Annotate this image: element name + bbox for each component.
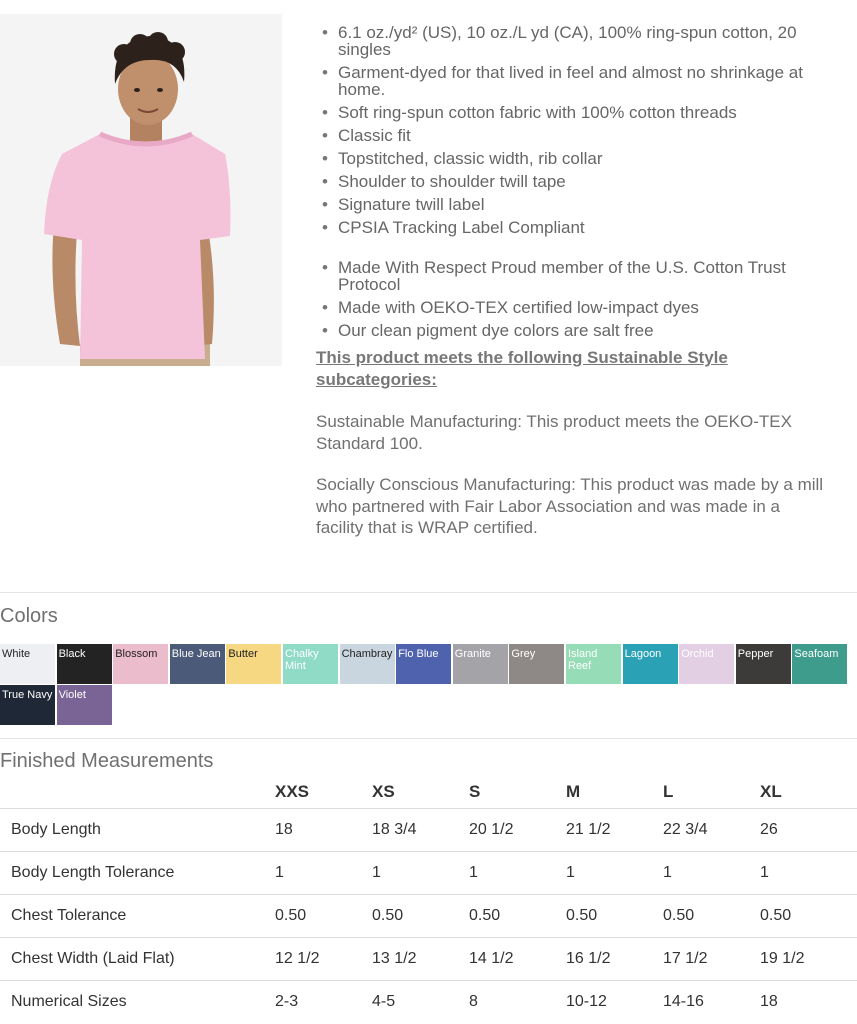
color-swatch[interactable]: Violet	[57, 685, 112, 725]
feature-item: • Made With Respect Proud member of the U.S. Cotton Trust Protocol	[316, 259, 826, 293]
measurement-value: 18	[760, 981, 857, 1024]
measurement-value: 1	[663, 852, 760, 895]
feature-item: • Shoulder to shoulder twill tape	[316, 173, 826, 190]
measurement-value: 1	[275, 852, 372, 895]
color-swatch[interactable]: Blossom	[113, 644, 168, 684]
size-header: XXS	[275, 782, 310, 801]
color-swatch[interactable]: Seafoam	[792, 644, 847, 684]
measurement-value: 10-12	[566, 981, 663, 1024]
product-image	[0, 14, 282, 366]
measurement-value: 0.50	[372, 895, 469, 938]
divider	[0, 592, 857, 593]
features-list-secondary	[316, 259, 826, 339]
measurement-value: 2-3	[275, 981, 372, 1024]
measurement-value: 1	[566, 852, 663, 895]
measurement-value: 0.50	[663, 895, 760, 938]
measurement-value: 1	[760, 852, 857, 895]
size-header: S	[469, 782, 481, 801]
measurement-value: 14-16	[663, 981, 760, 1024]
measurement-value: 0.50	[760, 895, 857, 938]
color-swatch[interactable]: Granite	[453, 644, 508, 684]
measurement-value: 1	[469, 852, 566, 895]
sustainable-style-heading: This product meets the following Sustainable Style subcategories:	[316, 348, 728, 389]
color-swatch[interactable]: Butter	[226, 644, 281, 684]
measurement-value: 1	[372, 852, 469, 895]
feature-item: • CPSIA Tracking Label Compliant	[316, 219, 826, 236]
color-swatch[interactable]: Black	[57, 644, 112, 684]
colors-title: Colors	[0, 605, 58, 627]
measurement-row	[0, 938, 857, 981]
feature-item: • Garment-dyed for that lived in feel and almost no shrinkage at home.	[316, 64, 826, 98]
boy-in-pink-tshirt-illustration	[0, 14, 282, 366]
measurement-value: 20 1/2	[469, 809, 566, 852]
color-swatch[interactable]: True Navy	[0, 685, 55, 725]
feature-item: • Signature twill label	[316, 196, 826, 213]
measurement-value: 18	[275, 809, 372, 852]
color-swatch[interactable]: Grey	[509, 644, 564, 684]
measurement-row	[0, 809, 857, 852]
product-features	[316, 24, 826, 539]
color-swatch[interactable]: White	[0, 644, 55, 684]
measurement-value: 12 1/2	[275, 938, 372, 981]
measurements-title: Finished Measurements	[0, 750, 214, 772]
measurement-value: 4-5	[372, 981, 469, 1024]
measurement-value: 8	[469, 981, 566, 1024]
measurement-value: 26	[760, 809, 857, 852]
feature-item: • Made with OEKO-TEX certified low-impact dyes	[316, 299, 826, 316]
divider	[0, 738, 857, 739]
measurement-value: 0.50	[566, 895, 663, 938]
feature-item: • Topstitched, classic width, rib collar	[316, 150, 826, 167]
measurement-value: 0.50	[275, 895, 372, 938]
size-header: L	[663, 782, 674, 801]
size-header-blank	[0, 776, 275, 809]
color-swatch[interactable]: Chambray	[340, 644, 395, 684]
color-swatch[interactable]: Island Reef	[566, 644, 621, 684]
measurement-label: Chest Tolerance	[0, 895, 275, 938]
color-swatch[interactable]: Orchid	[679, 644, 734, 684]
measurement-row	[0, 895, 857, 938]
color-swatch[interactable]: Chalky Mint	[283, 644, 338, 684]
measurement-label: Body Length	[0, 809, 275, 852]
measurement-value: 16 1/2	[566, 938, 663, 981]
measurement-value: 17 1/2	[663, 938, 760, 981]
measurement-value: 0.50	[469, 895, 566, 938]
measurement-value: 22 3/4	[663, 809, 760, 852]
size-header-row	[0, 776, 857, 809]
measurement-row	[0, 981, 857, 1024]
color-swatch[interactable]: Blue Jean	[170, 644, 225, 684]
measurement-value: 21 1/2	[566, 809, 663, 852]
measurement-row	[0, 852, 857, 895]
measurement-label: Numerical Sizes	[0, 981, 275, 1024]
color-swatch[interactable]: Pepper	[736, 644, 791, 684]
measurement-value: 18 3/4	[372, 809, 469, 852]
size-header: M	[566, 782, 581, 801]
size-header: XL	[760, 782, 782, 801]
feature-item: • Soft ring-spun cotton fabric with 100% cotton threads	[316, 104, 826, 121]
measurement-label: Body Length Tolerance	[0, 852, 275, 895]
measurement-label: Chest Width (Laid Flat)	[0, 938, 275, 981]
color-swatch[interactable]: Lagoon	[623, 644, 678, 684]
features-list	[316, 24, 826, 236]
size-header: XS	[372, 782, 395, 801]
measurements-table	[0, 776, 857, 1023]
measurement-value: 19 1/2	[760, 938, 857, 981]
color-swatch[interactable]: Flo Blue	[396, 644, 451, 684]
measurement-value: 13 1/2	[372, 938, 469, 981]
feature-item: • Classic fit	[316, 127, 826, 144]
socially-conscious-text: Socially Conscious Manufacturing: This product was made by a mill who partnered with Fair Labor Association and was made in a facility that is WRAP certified.	[316, 475, 824, 537]
measurement-value: 14 1/2	[469, 938, 566, 981]
sustainable-manufacturing-text: Sustainable Manufacturing: This product meets the OEKO-TEX Standard 100.	[316, 412, 792, 453]
feature-item: • Our clean pigment dye colors are salt free	[316, 322, 826, 339]
feature-item: • 6.1 oz./yd² (US), 10 oz./L yd (CA), 100% ring-spun cotton, 20 singles	[316, 24, 826, 58]
